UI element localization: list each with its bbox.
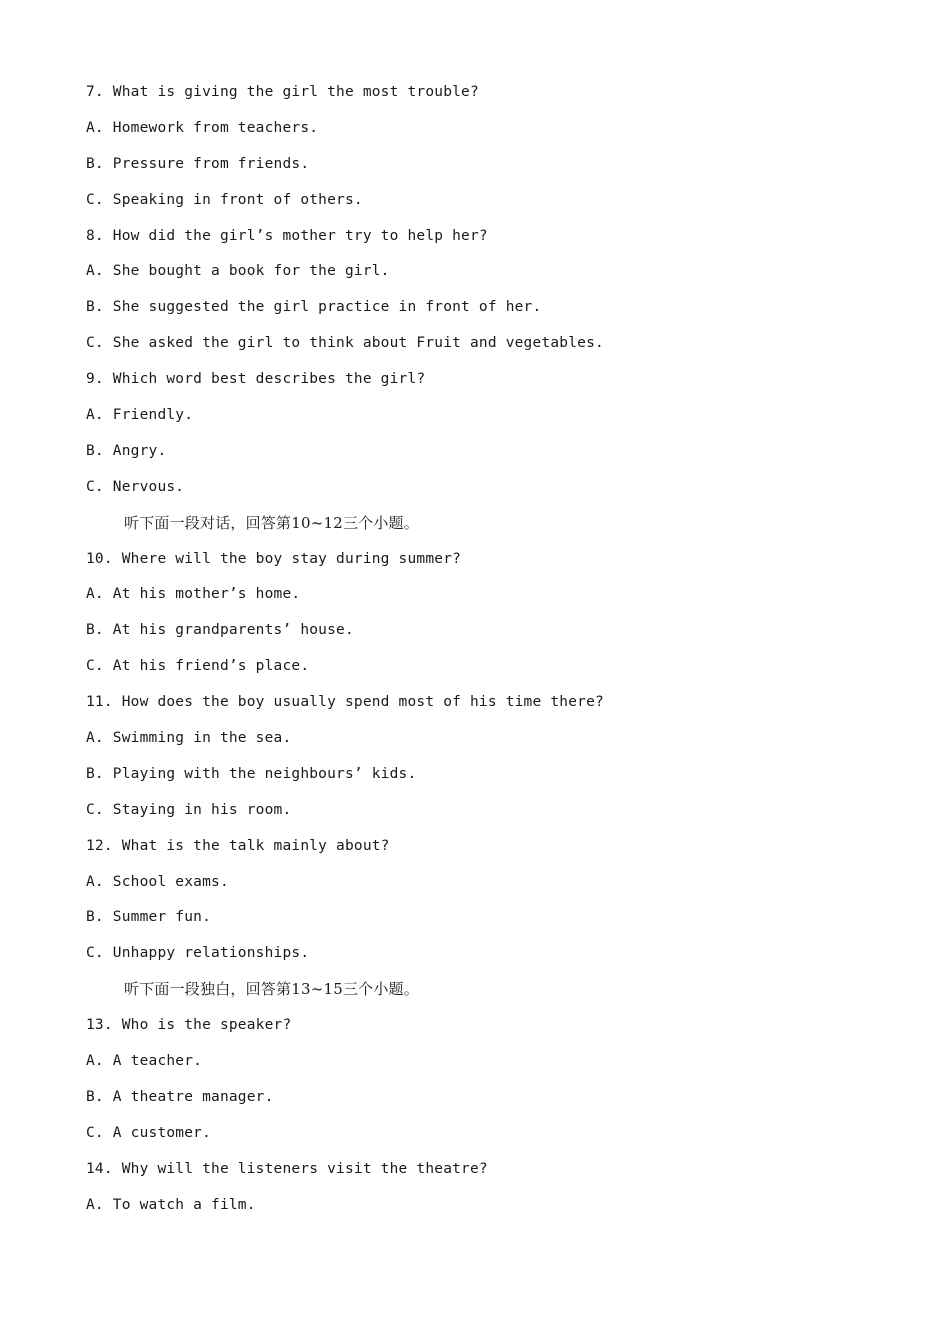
option-13c: C. A customer.	[86, 1124, 212, 1141]
option-13b: B. A theatre manager.	[86, 1088, 274, 1105]
question-14: 14. Why will the listeners visit the theatre?	[86, 1160, 488, 1177]
option-10a: A. At his mother’s home.	[86, 586, 301, 603]
section-instruction-13-15: 听下面一段独白，回答第13~15三个小题。	[124, 980, 419, 999]
question-11: 11. How does the boy usually spend most of his time there?	[86, 694, 604, 711]
question-list	[86, 80, 906, 1229]
option-9b: B. Angry.	[86, 442, 167, 459]
option-8a: A. She bought a book for the girl.	[86, 263, 390, 280]
option-7a: A. Homework from teachers.	[86, 119, 319, 136]
option-12a: A. School exams.	[86, 873, 229, 890]
question-13: 13. Who is the speaker?	[86, 1017, 292, 1034]
question-7: 7. What is giving the girl the most trouble?	[86, 84, 479, 100]
option-9c: C. Nervous.	[86, 478, 185, 495]
option-11a: A. Swimming in the sea.	[86, 730, 292, 747]
question-9: 9. Which word best describes the girl?	[86, 371, 426, 388]
option-12b: B. Summer fun.	[86, 909, 212, 926]
option-11b: B. Playing with the neighbours’ kids.	[86, 765, 417, 782]
question-12: 12. What is the talk mainly about?	[86, 837, 390, 854]
option-10c: C. At his friend’s place.	[86, 658, 310, 675]
option-13a: A. A teacher.	[86, 1053, 203, 1070]
option-7b: B. Pressure from friends.	[86, 155, 310, 172]
option-11c: C. Staying in his room.	[86, 801, 292, 818]
option-14a: A. To watch a film.	[86, 1196, 256, 1213]
option-12c: C. Unhappy relationships.	[86, 945, 310, 962]
question-8: 8. How did the girl’s mother try to help her?	[86, 227, 488, 244]
option-10b: B. At his grandparents’ house.	[86, 622, 354, 639]
option-9a: A. Friendly.	[86, 407, 194, 424]
option-7c: C. Speaking in front of others.	[86, 191, 363, 208]
option-8b: B. She suggested the girl practice in front of her.	[86, 299, 542, 316]
question-10: 10. Where will the boy stay during summer?	[86, 550, 462, 567]
section-instruction-10-12: 听下面一段对话，回答第10~12三个小题。	[124, 513, 419, 532]
option-8c: C. She asked the girl to think about Fruit and vegetables.	[86, 335, 604, 352]
